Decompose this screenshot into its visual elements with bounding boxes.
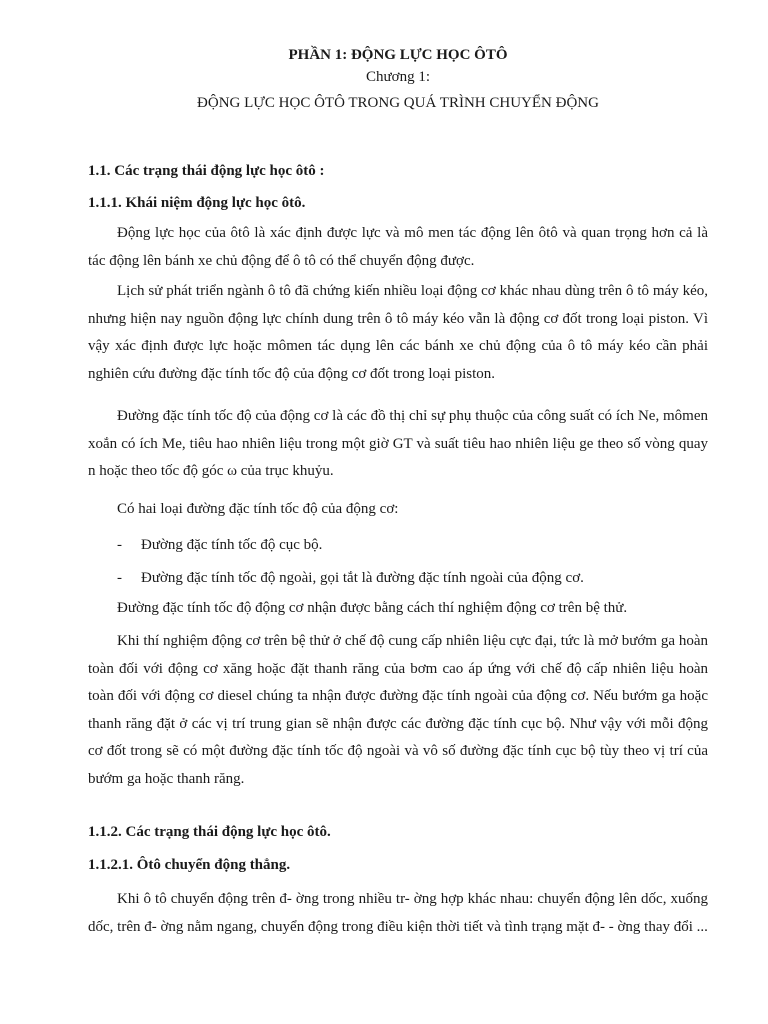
section-heading-1-1-2-1: 1.1.2.1. Ôtô chuyển động thẳng.	[88, 857, 291, 873]
paragraph: Động lực học của ôtô là xác định được lực và mô men tác động lên ôtô và quan trọng hơn cả là tác động lên bánh xe chủ động để ô tô có thể chuyển động được.	[88, 225, 708, 269]
paragraph: Đường đặc tính tốc độ động cơ nhận được bằng cách thí nghiệm động cơ trên bệ thử.	[117, 600, 628, 616]
chapter-title: ĐỘNG LỰC HỌC ÔTÔ TRONG QUÁ TRÌNH CHUYỂN ĐỘNG	[197, 95, 599, 111]
list-item-text: Đường đặc tính tốc độ cục bộ.	[141, 537, 323, 553]
paragraph: Khi ô tô chuyển động trên đ- ờng trong nhiều tr- ờng hợp khác nhau: chuyển động lên dốc, xuống dốc, trên đ- ờng nằm ngang, chuyển động trong điều kiện thời tiết và tình trạng mặt đ- - ờng thay đổi ...	[88, 891, 708, 935]
part-title: PHẦN 1: ĐỘNG LỰC HỌC ÔTÔ	[288, 47, 508, 63]
chapter-label: Chương 1:	[366, 69, 430, 85]
section-heading-1-1-2: 1.1.2. Các trạng thái động lực học ôtô.	[88, 824, 331, 840]
section-heading-1-1: 1.1. Các trạng thái động lực học ôtô :	[88, 163, 325, 179]
paragraph: Có hai loại đường đặc tính tốc độ của động cơ:	[117, 501, 399, 517]
paragraph: Đường đặc tính tốc độ của động cơ là các đồ thị chỉ sự phụ thuộc của công suất có ích Ne, mômen xoắn có ích Me, tiêu hao nhiên liệu trong một giờ GT và suất tiêu hao nhiên liệu ge theo số vòng quay n hoặc theo tốc độ góc ω của trục khuỷu.	[88, 408, 708, 479]
paragraph: Khi thí nghiệm động cơ trên bệ thử ở chế độ cung cấp nhiên liệu cực đại, tức là mở bướm ga hoàn toàn đối với động cơ xăng hoặc đặt thanh răng của bơm cao áp ứng với chế độ cấp nhiên liệu hoàn toàn đối với động cơ diesel chúng ta nhận được đường đặc tính ngoài của động cơ. Nếu bướm ga hoặc thanh răng đặt ở các vị trí trung gian sẽ nhận được các đường đặc tính cục bộ. Như vậy với mỗi động cơ đốt trong sẽ có một đường đặc tính tốc độ ngoài và vô số đường đặc tính cục bộ tùy theo vị trí của bướm ga hoặc thanh răng.	[88, 633, 708, 787]
section-heading-1-1-1: 1.1.1. Khái niệm động lực học ôtô.	[88, 195, 306, 211]
header	[88, 44, 708, 114]
list-item-text: Đường đặc tính tốc độ ngoài, gọi tắt là đường đặc tính ngoài của động cơ.	[141, 570, 584, 586]
list-item	[88, 534, 708, 556]
bullet-marker: -	[117, 537, 122, 553]
bullet-marker: -	[117, 570, 122, 586]
list-item	[88, 567, 708, 589]
paragraph: Lịch sử phát triển ngành ô tô đã chứng kiến nhiều loại động cơ khác nhau dùng trên ô tô máy kéo, nhưng hiện nay nguồn động lực chính dung trên ô tô máy kéo vẫn là động cơ đốt trong loại piston. Vì vậy xác định được lực hoặc mômen tác dụng lên các bánh xe chủ động của ô tô máy kéo cần phải nghiên cứu đường đặc tính tốc độ của động cơ đốt trong loại piston.	[88, 283, 708, 382]
